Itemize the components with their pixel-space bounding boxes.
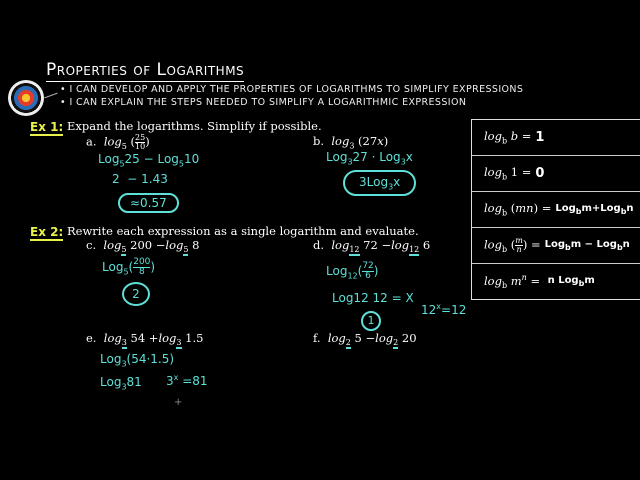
work-d-3: $12^x=12$ (421, 302, 467, 317)
work-b-answer: 3Log$_3$x (343, 170, 416, 196)
problem-c: c. $\log_5 200 -\log_5$ 8 (86, 238, 200, 255)
work-a-answer: ≈0.57 (118, 193, 179, 213)
work-d-answer: 1 (361, 311, 381, 331)
work-d-1: Log$_{12}$( $\frac{72}{6}$ ) (326, 261, 379, 281)
cursor-crosshair: + (174, 397, 183, 408)
ex2-instruction: Rewrite each expression as a single logarithm and evaluate. (67, 224, 419, 238)
property-row-power (472, 264, 640, 299)
work-c-1: Log$_5$( $\frac{200}{8}$ ) (102, 257, 156, 277)
ex1-label: Ex 1: (30, 120, 64, 134)
property-row-quotient (472, 228, 640, 264)
page-title: Properties of Logarithms (46, 60, 245, 80)
arrow-icon (44, 93, 57, 99)
objective-1: • I CAN DEVELOP AND APPLY THE PROPERTIES OF LOGARITHMS TO SIMPLIFY EXPRESSIONS (60, 84, 524, 95)
work-e-2: Log$_3$81 (100, 375, 142, 392)
problem-e: e. $\log_3 54 +\log_3$ 1.5 (86, 331, 204, 348)
work-a-1: Log$_5$25 − Log$_5$10 (98, 152, 200, 169)
work-c-answer: 2 (122, 282, 150, 306)
properties-table (471, 119, 640, 300)
property-lhs: $\log_b$ ( $\frac{m}{n}$ ) = (484, 236, 541, 254)
problem-f: f. $\log_2 5 -\log_2$ 20 (313, 331, 417, 348)
property-row-identity (472, 120, 640, 156)
property-rhs: Log$_b$m − Log$_b$n (544, 239, 630, 252)
property-rhs: n Log$_b$m (544, 275, 595, 288)
problem-b: b. $\log_3 (27x)$ (313, 134, 389, 151)
problem-a: a. $\log_5$ ( $\frac{25}{10}$ ) (86, 133, 150, 151)
problem-d: d. $\log_{12} 72 -\log_{12}$ 6 (313, 238, 431, 255)
property-lhs: $\log_b b$ = (484, 129, 532, 146)
work-e-1: Log$_3$(54·1.5) (100, 352, 175, 369)
property-rhs: Log$_b$m+Log$_b$n (555, 203, 634, 216)
target-icon (8, 80, 44, 116)
property-lhs: $\log_b 1$ = (484, 165, 532, 182)
property-rhs: 0 (535, 166, 545, 181)
objective-2: • I CAN EXPLAIN THE STEPS NEEDED TO SIMPLIFY A LOGARITHMIC EXPRESSION (60, 97, 467, 108)
ex2-label: Ex 2: (30, 225, 64, 239)
property-row-zero (472, 156, 640, 192)
property-lhs: $\log_b (mn)$ = (484, 201, 552, 218)
work-a-2: 2 − 1.43 (112, 172, 168, 186)
work-b-1: Log$_3$27 · Log$_3$x (326, 150, 413, 167)
property-row-product (472, 192, 640, 228)
ex1-instruction: Expand the logarithms. Simplify if possible. (67, 119, 322, 133)
work-e-3: $3^x =81$ (166, 373, 208, 388)
property-rhs: 1 (535, 130, 545, 145)
work-d-2: Log12 12 = X (332, 291, 414, 305)
property-lhs: $\log_b m^n$ = (484, 272, 541, 291)
